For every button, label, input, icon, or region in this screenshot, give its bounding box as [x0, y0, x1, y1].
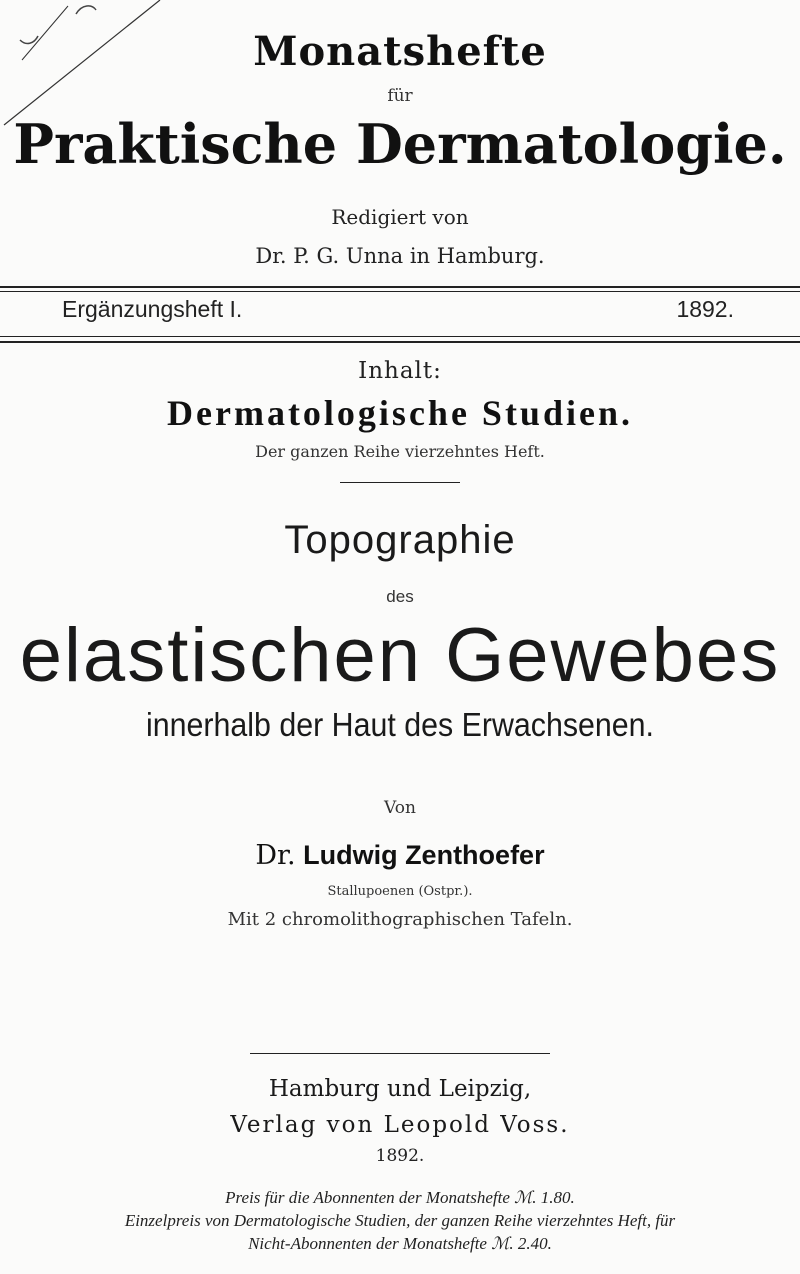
author-von: Von: [384, 798, 416, 818]
imprint-city: Hamburg und Leipzig,: [268, 1076, 532, 1102]
issue-year: 1892.: [676, 296, 734, 322]
price-line-3: Nicht-Abonnenten der Monatshefte ℳ. 2.40.: [248, 1234, 552, 1253]
work-title-line1: Topographie: [284, 518, 516, 562]
price-line-1: Preis für die Abonnenten der Monatshefte ℳ. 1.80.: [225, 1188, 575, 1207]
divider-top-2: [0, 291, 800, 292]
divider-top-1: [0, 286, 800, 288]
plates-note: Mit 2 chromolithographischen Tafeln.: [227, 909, 573, 930]
supplement-issue: Ergänzungsheft I.: [62, 296, 243, 322]
editor-line: Dr. P. G. Unna in Hamburg.: [255, 244, 545, 268]
author-line: [0, 840, 800, 871]
redigiert-label: Redigiert von: [331, 205, 469, 229]
work-title-line3: elastischen Gewebes: [19, 613, 781, 698]
imprint-year: 1892.: [375, 1146, 425, 1166]
series-note: Der ganzen Reihe vierzehntes Heft.: [255, 442, 545, 461]
price-line-2: Einzelpreis von Dermatologische Studien, der ganzen Reihe vierzehntes Heft, für: [124, 1211, 676, 1230]
divider-mid-2: [0, 341, 800, 343]
imprint-publisher: Verlag von Leopold Voss.: [230, 1112, 570, 1138]
contents-heading: Inhalt:: [358, 358, 442, 384]
author-name: Ludwig Zenthoefer: [303, 840, 545, 870]
work-title-line2: des: [386, 587, 414, 606]
work-title-line4: innerhalb der Haut des Erwachsenen.: [145, 706, 654, 743]
series-title: Dermatologische Studien.: [167, 393, 633, 433]
journal-title-main: Praktische Dermatologie.: [13, 112, 787, 176]
author-place: Stallupoenen (Ostpr.).: [327, 884, 473, 899]
journal-title-top: Monatshefte: [253, 28, 547, 75]
journal-fuer: für: [387, 86, 413, 106]
divider-short: [340, 482, 460, 483]
author-prefix: Dr.: [255, 840, 296, 871]
divider-imprint: [250, 1053, 550, 1054]
divider-mid-1: [0, 336, 800, 337]
